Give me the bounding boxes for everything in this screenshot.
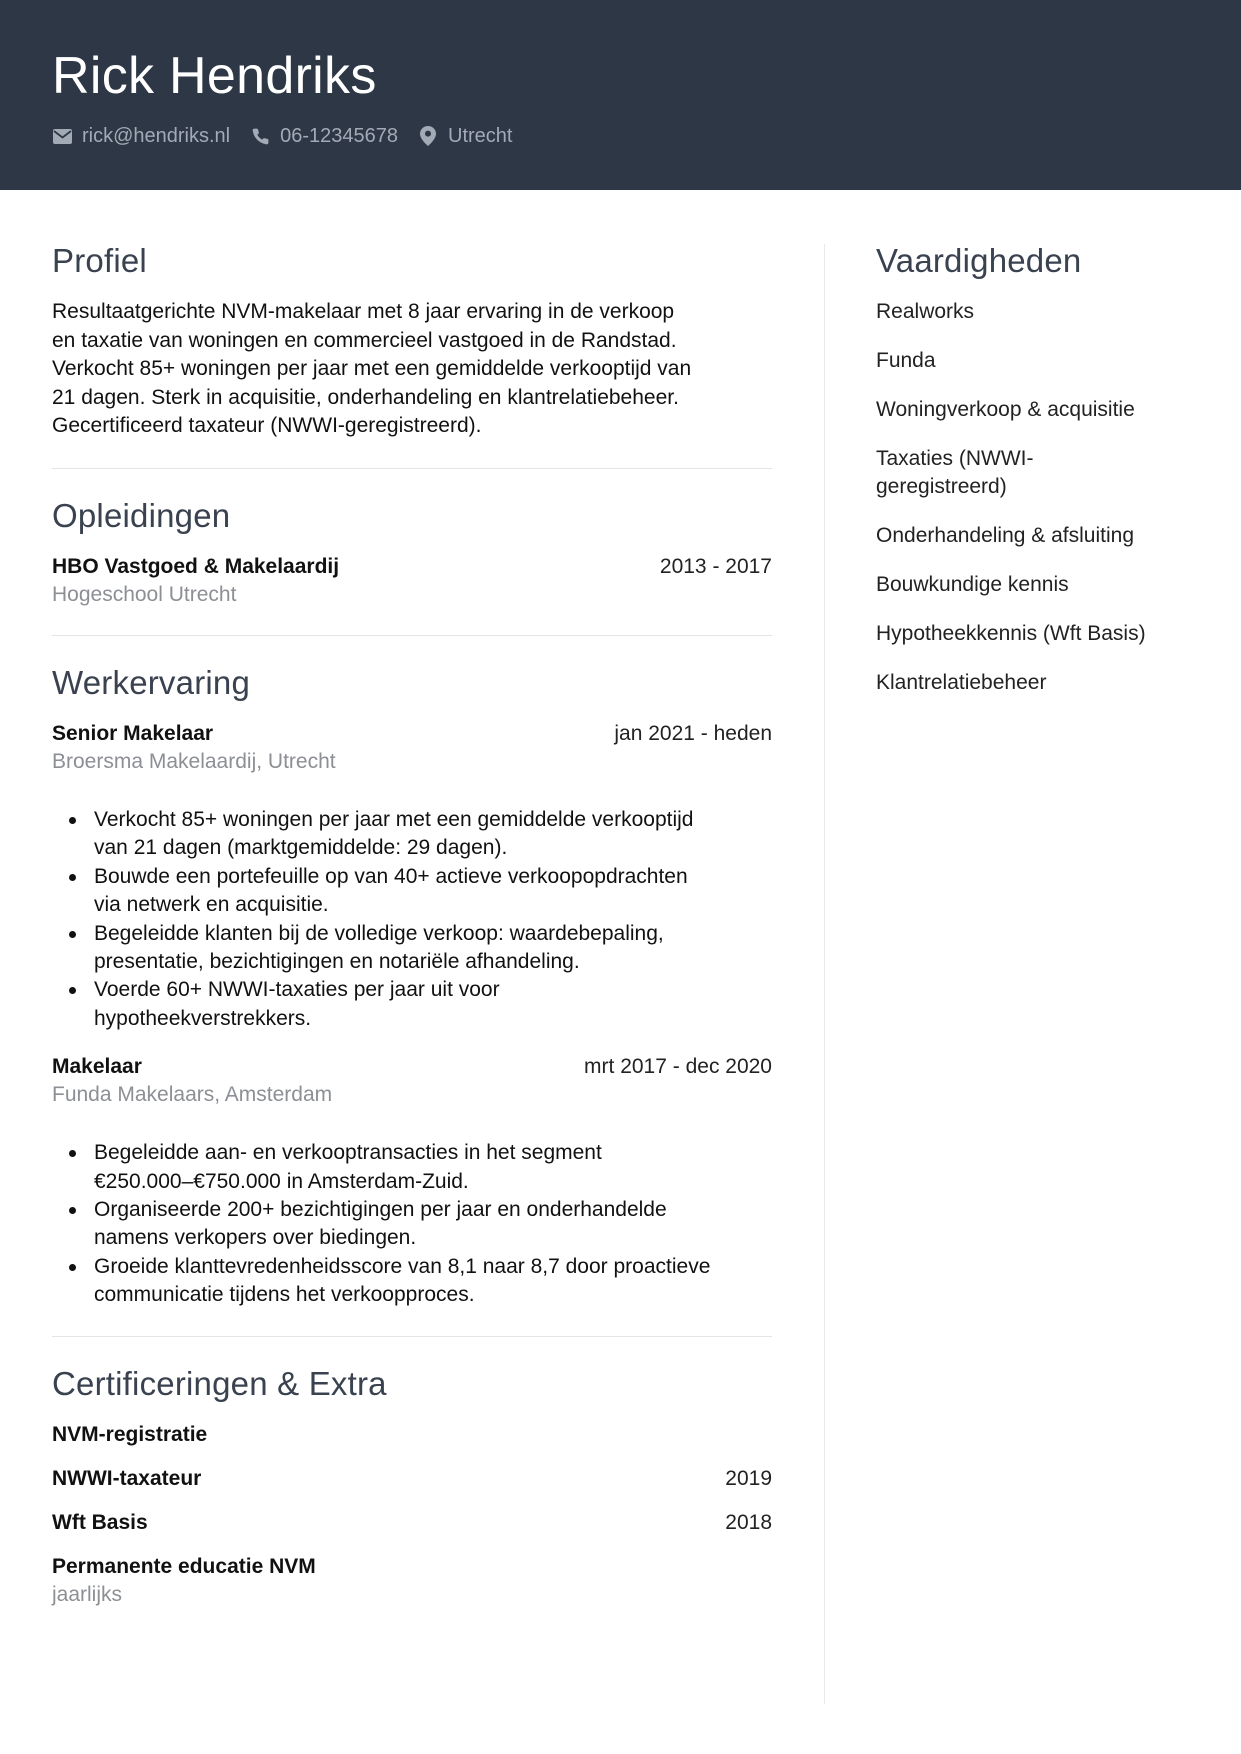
job-period: mrt 2017 - dec 2020 — [584, 1055, 772, 1079]
skill-text: Realworks — [876, 300, 975, 323]
profile-line: Resultaatgerichte NVM-makelaar met 8 jaar ervaring in de verkoop — [52, 300, 675, 323]
phone-text: 06-12345678 — [280, 125, 399, 147]
achievement-line: communicatie tijdens het verkoopproces. — [94, 1283, 475, 1307]
header-banner — [0, 0, 1241, 190]
column-divider — [824, 244, 825, 1704]
section-divider — [52, 1336, 772, 1337]
job-role: Makelaar — [52, 1055, 142, 1079]
skill-text: Bouwkundige kennis — [876, 573, 1069, 596]
sidebar-column — [876, 240, 1196, 718]
experience-section — [52, 662, 772, 1310]
education-entry — [52, 553, 772, 609]
achievement-item — [52, 1253, 772, 1310]
achievement-line: namens verkopers over biedingen. — [94, 1226, 417, 1250]
skill-text: Onderhandeling & afsluiting — [876, 524, 1135, 547]
map-marker-icon — [418, 126, 438, 146]
skill-item — [876, 298, 1196, 326]
achievement-line: hypotheekverstrekkers. — [94, 1006, 312, 1030]
profile-line: 21 dagen. Sterk in acquisitie, onderhandeling en klantrelatiebeheer. — [52, 385, 679, 409]
achievement-line: Bouwde een portefeuille op van 40+ actieve verkoopopdrachten — [94, 864, 688, 888]
achievement-item — [52, 863, 772, 920]
job-period: jan 2021 - heden — [614, 721, 772, 745]
degree-title: HBO Vastgoed & Makelaardij — [52, 554, 340, 578]
experience-heading: Werkervaring — [52, 663, 251, 701]
certification-entry — [52, 1465, 772, 1493]
achievement-line: van 21 dagen (marktgemiddelde: 29 dagen). — [94, 836, 508, 860]
skill-item — [876, 669, 1196, 697]
certification-name: Wft Basis — [52, 1510, 148, 1534]
profile-line: Verkocht 85+ woningen per jaar met een gemiddelde verkooptijd van — [52, 357, 692, 381]
certification-entry — [52, 1553, 772, 1609]
profile-section — [52, 240, 772, 441]
achievement-line: via netwerk en acquisitie. — [94, 893, 329, 917]
certification-name: Permanente educatie NVM — [52, 1554, 316, 1578]
job-achievements — [52, 1139, 772, 1309]
certifications-heading: Certificeringen & Extra — [52, 1364, 387, 1402]
skill-text: Hypotheekkennis (Wft Basis) — [876, 622, 1146, 645]
school-name: Hogeschool Utrecht — [52, 582, 237, 606]
achievement-line: €250.000–€750.000 in Amsterdam-Zuid. — [94, 1169, 469, 1193]
phone-icon — [250, 126, 270, 146]
main-column — [52, 240, 772, 1609]
contact-line — [52, 122, 532, 150]
skill-item — [876, 396, 1196, 424]
achievement-line: Organiseerde 200+ bezichtigingen per jaar en onderhandelde — [94, 1198, 667, 1222]
email-text: rick@hendriks.nl — [82, 125, 231, 147]
certification-name: NWWI-taxateur — [52, 1466, 202, 1490]
section-divider — [52, 468, 772, 469]
education-heading: Opleidingen — [52, 496, 231, 534]
achievement-line: presentatie, bezichtigingen en notariële afhandeling. — [94, 950, 580, 973]
profile-line: en taxatie van woningen en commercieel vastgoed in de Randstad. — [52, 328, 677, 352]
certification-note: jaarlijks — [52, 1582, 123, 1606]
skills-heading: Vaardigheden — [876, 242, 1082, 279]
skill-item — [876, 445, 1196, 501]
skill-item — [876, 620, 1196, 648]
achievement-item — [52, 1139, 772, 1196]
education-period: 2013 - 2017 — [659, 554, 772, 578]
profile-summary — [52, 298, 772, 441]
achievement-item — [52, 976, 772, 1033]
skill-item — [876, 347, 1196, 375]
achievement-line: Voerde 60+ NWWI-taxaties per jaar uit voor — [94, 978, 500, 1002]
job-achievements — [52, 806, 772, 1033]
job-company: Broersma Makelaardij, Utrecht — [52, 749, 336, 773]
job-role: Senior Makelaar — [52, 721, 214, 745]
skill-item — [876, 522, 1196, 550]
education-section — [52, 495, 772, 609]
job-company: Funda Makelaars, Amsterdam — [52, 1083, 333, 1107]
candidate-name: Rick Hendriks — [52, 47, 377, 105]
job-entry — [52, 720, 772, 1033]
certification-entry — [52, 1509, 772, 1537]
achievement-item — [52, 920, 772, 977]
job-entry — [52, 1053, 772, 1309]
location-text: Utrecht — [448, 125, 513, 147]
skill-text: Taxaties (NWWI- — [876, 447, 1034, 470]
achievement-line: Begeleidde aan- en verkooptransacties in het segment — [94, 1141, 602, 1165]
certification-name: NVM-registratie — [52, 1422, 208, 1446]
envelope-icon — [52, 126, 72, 146]
certification-year: 2018 — [725, 1510, 772, 1534]
skill-text: Klantrelatiebeheer — [876, 671, 1047, 694]
certification-entry — [52, 1421, 772, 1449]
contact-email[interactable] — [52, 124, 230, 148]
profile-line: Gecertificeerd taxateur (NWWI-geregistreerd). — [52, 414, 482, 438]
skills-list — [876, 298, 1196, 697]
certifications-section — [52, 1363, 772, 1609]
contact-location — [418, 124, 512, 148]
skill-text: geregistreerd) — [876, 475, 1007, 498]
achievement-item — [52, 1196, 772, 1253]
achievement-line: Groeide klanttevredenheidsscore van 8,1 naar 8,7 door proactieve — [94, 1254, 711, 1278]
section-divider — [52, 635, 772, 636]
profile-heading: Profiel — [52, 242, 147, 279]
contact-phone[interactable] — [250, 124, 398, 148]
achievement-line: Begeleidde klanten bij de volledige verkoop: waardebepaling, — [94, 921, 664, 945]
achievement-item — [52, 806, 772, 863]
certification-year: 2019 — [725, 1466, 772, 1490]
skill-text: Woningverkoop & acquisitie — [876, 398, 1135, 421]
skill-text: Funda — [876, 349, 936, 372]
skill-item — [876, 571, 1196, 599]
achievement-line: Verkocht 85+ woningen per jaar met een gemiddelde verkooptijd — [94, 807, 694, 831]
